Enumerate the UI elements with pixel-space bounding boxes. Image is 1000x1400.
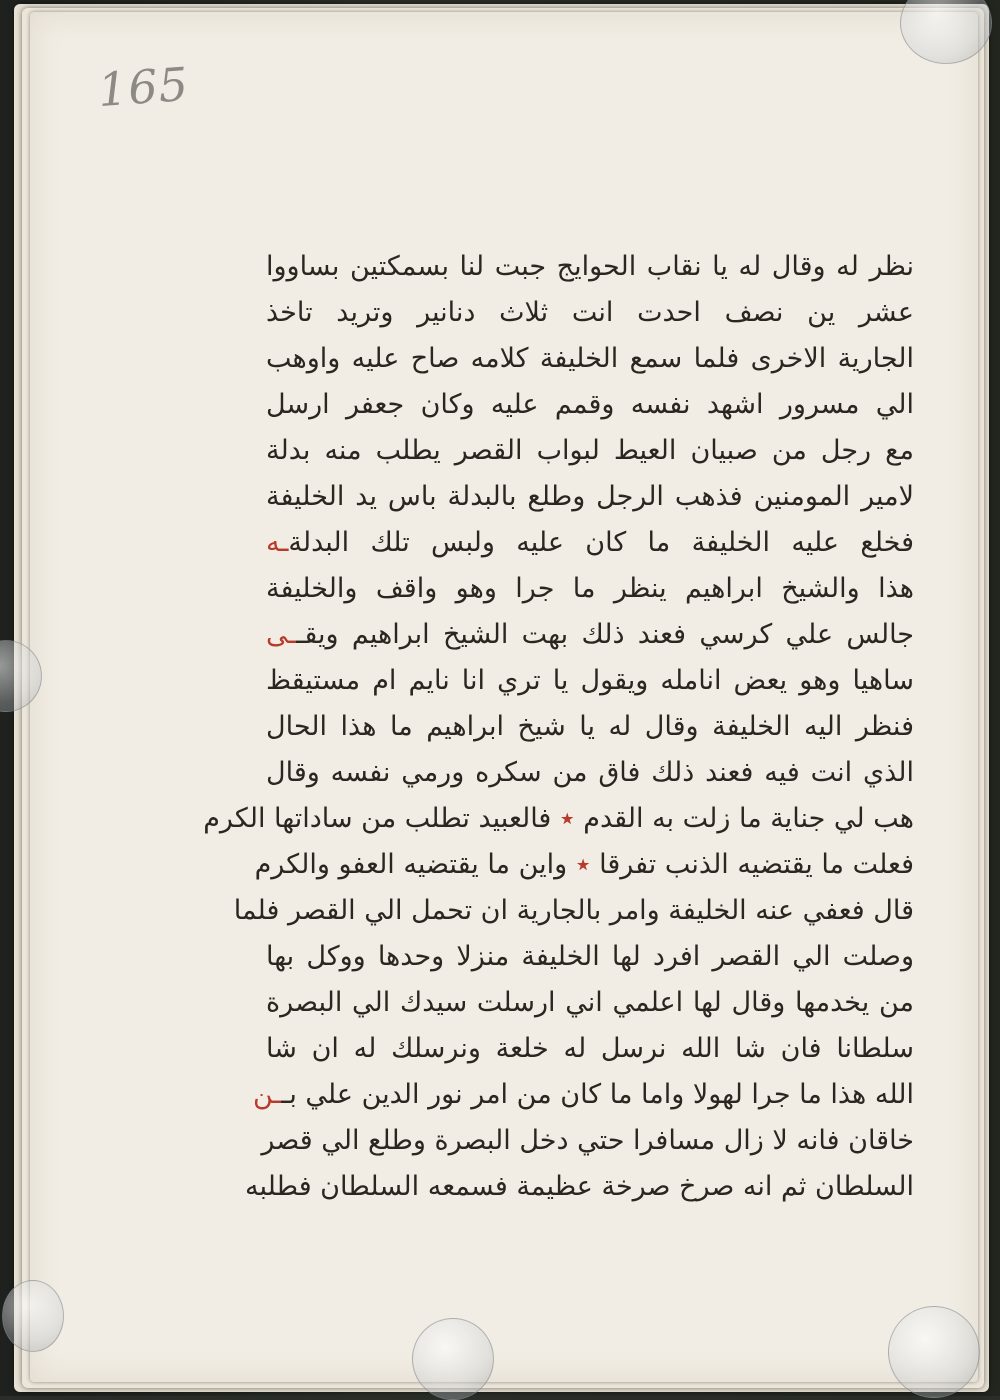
folio-number: 165 [96,56,191,118]
page-clip [412,1318,494,1400]
text-line-7: فخلع عليه الخليفة ما كان عليه ولبس تلك البدلةـه [266,527,914,558]
text-line-15: قال فعفي عنه الخليفة وامر بالجارية ان تحمل الي القصر فلما [233,895,914,926]
text-line-3: الجارية الاخرى فلما سمع الخليفة كلامه صاح عليه واوهب [266,343,914,374]
text-line-17: من يخدمها وقال لها اعلمي اني ارسلت سيدك الي البصرة [266,987,914,1018]
text-line-2: عشر ين نصف احدت انت ثلاث دنانير وتريد تاخذ [266,297,914,328]
rubric-ink: ـه [266,527,289,558]
manuscript-text-block [203,244,914,1210]
text-line-10: ساهيا وهو يعض انامله ويقول يا تري انا نايم ام مستيقظ [266,665,914,696]
text-line-8: هذا والشيخ ابراهيم ينظر ما جرا وهو واقف والخليفة [266,573,914,604]
verse-separator-mark: ٭ [575,849,591,880]
text-line-14: فعلت ما يقتضيه الذنب تفرقا ٭ واين ما يقتضيه العفو والكرم [254,849,914,880]
text-line-16: وصلت الي القصر افرد لها الخليفة منزلا وحدها ووكل بها [266,941,914,972]
text-line-18: سلطانا فان شا الله نرسل له خلعة ونرسلك له ان شا [266,1033,914,1064]
text-line-21: السلطان ثم انه صرخ صرخة عظيمة فسمعه السلطان فطلبه [244,1171,914,1202]
text-line-4: الي مسرور اشهد نفسه وقمم عليه وكان جعفر ارسل [266,389,914,420]
text-line-6: لامير المومنين فذهب الرجل وطلع بالبدلة باس يد الخليفة [266,481,914,512]
manuscript-page [30,12,978,1382]
text-line-9: جالس علي كرسي فعند ذلك بهت الشيخ ابراهيم ويقــى [266,619,914,650]
rubric-ink: ـن [252,1079,282,1110]
text-line-12: الذي انت فيه فعند ذلك فاق من سكره ورمي نفسه وقال [266,757,914,788]
text-line-19: الله هذا ما جرا لهولا واما ما كان من امر نور الدين علي بــن [252,1079,914,1110]
text-line-5: مع رجل من صبيان العيط لبواب القصر يطلب منه بدلة [266,435,914,466]
page-clip [2,1280,64,1352]
text-line-13: هب لي جناية ما زلت به القدم ٭ فالعبيد تطلب من ساداتها الكرم [203,803,914,834]
verse-separator-mark: ٭ [559,803,575,834]
text-line-11: فنظر اليه الخليفة وقال له يا شيخ ابراهيم ما هذا الحال [266,711,914,742]
text-line-1: نظر له وقال له يا نقاب الحوايج جبت لنا بسمكتين بساووا [266,251,914,282]
text-line-20: خاقان فانه لا زال مسافرا حتي دخل البصرة وطلع الي قصر [261,1125,914,1156]
page-clip [888,1306,980,1398]
rubric-ink: ـى [266,619,297,650]
